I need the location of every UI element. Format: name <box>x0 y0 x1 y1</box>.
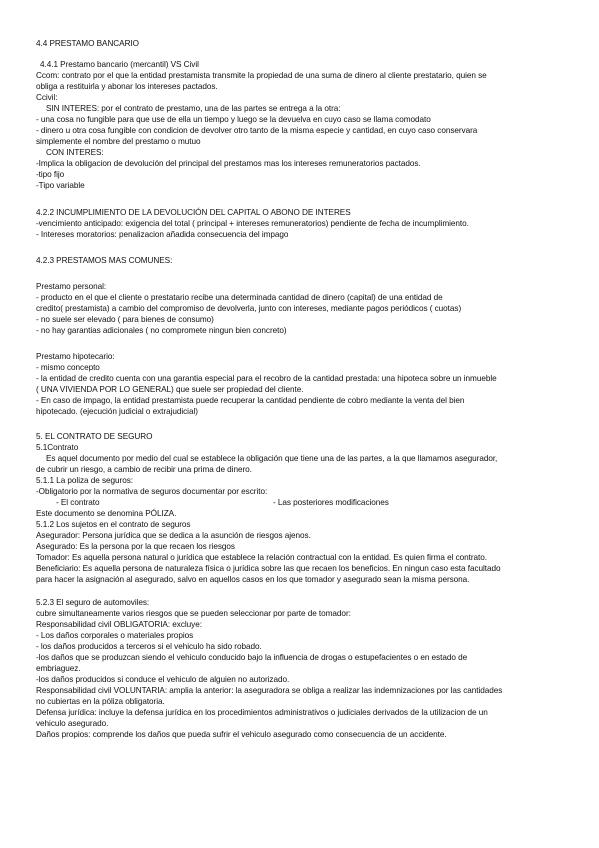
paragraph-line: - mismo concepto <box>36 363 100 372</box>
paragraph-line: SIN INTERES: por el contrato de prestamo, una de las partes se entrega a la otra: <box>46 104 341 113</box>
paragraph-line: Asegurador: Persona jurídica que se dedica a la asunción de riesgos ajenos. <box>36 531 311 540</box>
contrato-item: - El contrato <box>56 498 100 507</box>
section-heading: 4.4 PRESTAMO BANCARIO <box>36 39 139 48</box>
paragraph-line: Prestamo hipotecario: <box>36 352 115 361</box>
paragraph-line: CON INTERES: <box>46 148 104 157</box>
paragraph-line: Es aquel documento por medio del cual se establece la obligación que tiene una de las partes, a la que llamamos asegurador, <box>46 454 498 463</box>
paragraph-line: - no hay garantias adicionales ( no compromete ningun bien concreto) <box>36 326 287 335</box>
paragraph-line: -Obligatorio por la normativa de seguros documentar por escrito: <box>36 487 268 496</box>
paragraph-line: -Tipo variable <box>36 181 85 190</box>
subsection-heading: 5.1.2 Los sujetos en el contrato de seguros <box>36 520 191 529</box>
paragraph-line: Prestamo personal: <box>36 282 107 291</box>
paragraph-line: no cubiertas en la póliza obligatoria. <box>36 697 165 706</box>
subsection-heading: 5.1.1 La poliza de seguros: <box>36 476 133 485</box>
paragraph-line: -Implica la obligacion de devolución del principal del prestamos mas los intereses remuneratorios pactados. <box>36 159 421 168</box>
paragraph-line: Responsabilidad civil OBLIGATORIA: excluye: <box>36 620 202 629</box>
paragraph-line: - Intereses moratorios: penalizacion añadida consecuencia del impago <box>36 230 289 239</box>
paragraph-line: Ccivil: <box>36 93 58 102</box>
paragraph-line: Daños propios: comprende los daños que pueda sufrir el vehiculo asegurado como consecuencia de un accidente. <box>36 730 447 739</box>
subsection-heading: 5.2.3 El seguro de automoviles: <box>36 598 150 607</box>
paragraph-line: -vencimiento anticipado: exigencia del total ( principal + intereses remuneratorios) pendiente de fecha de incumplimiento. <box>36 219 469 228</box>
paragraph-line: para hacer la asignación al asegurado, salvo en aquellos casos en los que tomador y asegurado sean la misma persona. <box>36 575 470 584</box>
paragraph-line: hipotecado. (ejecución judicial o extrajudicial) <box>36 407 198 416</box>
paragraph-line: de cubrir un riesgo, a cambio de recibir una prima de dinero. <box>36 465 252 474</box>
paragraph-line: simplemente el nombre del prestamo o mutuo <box>36 137 201 146</box>
paragraph-line <box>56 497 389 508</box>
paragraph-line: Beneficiario: Es aquella persona de naturaleza física o jurídica sobre las que recaen los beneficios. En ningun caso esta facultado <box>36 564 501 573</box>
modificaciones-item: - Las posteriores modificaciones <box>273 498 389 507</box>
section-heading: 4.2.3 PRESTAMOS MAS COMUNES: <box>36 256 173 265</box>
paragraph-line: Tomador: Es aquella persona natural o jurídica que establece la relación contractual con la entidad. Es quien firma el contrato. <box>36 553 488 562</box>
paragraph-line: - Los daños corporales o materiales propios <box>36 631 194 640</box>
paragraph-line: Responsabilidad civil VOLUNTARIA: amplia la anterior: la aseguradora se obliga a realizar las indemnizaciones por las cantidades <box>36 686 503 695</box>
paragraph-line: -los daños que se produzcan siendo el vehiculo conducido bajo la influencia de drogas o estupefacientes o en estado de <box>36 653 468 662</box>
paragraph-line: - una cosa no fungible para que use de ella un tiempo y luego se la devuelva en cuyo caso se llama comodato <box>36 115 431 124</box>
paragraph-line: - los daños producidos a terceros si el vehiculo ha sido robado. <box>36 642 262 651</box>
paragraph-line: ( UNA VIVIENDA POR LO GENERAL) que suele ser propiedad del cliente. <box>36 385 304 394</box>
paragraph-line: cubre simultaneamente varios riesgos que se pueden seleccionar por parte de tomador: <box>36 609 351 618</box>
subsection-heading: 4.4.1 Prestamo bancario (mercantil) VS Civil <box>40 60 199 69</box>
paragraph-line: Este documento se denomina PÓLIZA. <box>36 509 177 518</box>
paragraph-line: - dinero u otra cosa fungible con condicion de devolver otro tanto de la misma especie y cantidad, en cuyo caso conservara <box>36 126 478 135</box>
paragraph-line: -los daños producidos si conduce el vehiculo de alguien no autorizado. <box>36 675 290 684</box>
paragraph-line: - no suele ser elevado ( para bienes de consumo) <box>36 315 214 324</box>
paragraph-line: embriaguez. <box>36 664 81 673</box>
paragraph-line: Ccom: contrato por el que la entidad prestamista transmite la propiedad de una suma de dinero al cliente prestatario, quien se <box>36 71 487 80</box>
paragraph-line: obliga a restituirla y abonar los intereses pactados. <box>36 82 218 91</box>
paragraph-line: credito( prestamista) a cambio del compromiso de devolverla, junto con intereses, mediante pagos periódicos ( cuotas) <box>36 304 462 313</box>
paragraph-line: vehiculo asegurado. <box>36 719 109 728</box>
paragraph-line: -tipo fijo <box>36 170 65 179</box>
paragraph-line: Defensa jurídica: incluye la defensa jurídica en los procedimientos administrativos o judiciales derivados de la utilizacion de un <box>36 708 488 717</box>
paragraph-line: Asegurado: Es la persona por la que recaen los riesgos <box>36 542 235 551</box>
section-heading: 4.2.2 INCUMPLIMIENTO DE LA DEVOLUCIÓN DEL CAPITAL O ABONO DE INTERES <box>36 208 351 217</box>
section-heading: 5. EL CONTRATO DE SEGURO <box>36 432 153 441</box>
paragraph-line: - En caso de impago, la entidad prestamista puede recuperar la cantidad pendiente de cobro mediante la venta del bien <box>36 396 465 405</box>
subsection-heading: 5.1Contrato <box>36 443 79 452</box>
paragraph-line: - producto en el que el cliente o prestatario recibe una determinada cantidad de dinero (capital) de una entidad de <box>36 293 443 302</box>
paragraph-line: - la entidad de credito cuenta con una garantia especial para el recobro de la cantidad prestada: una hipoteca sobre un inmueble <box>36 374 497 383</box>
